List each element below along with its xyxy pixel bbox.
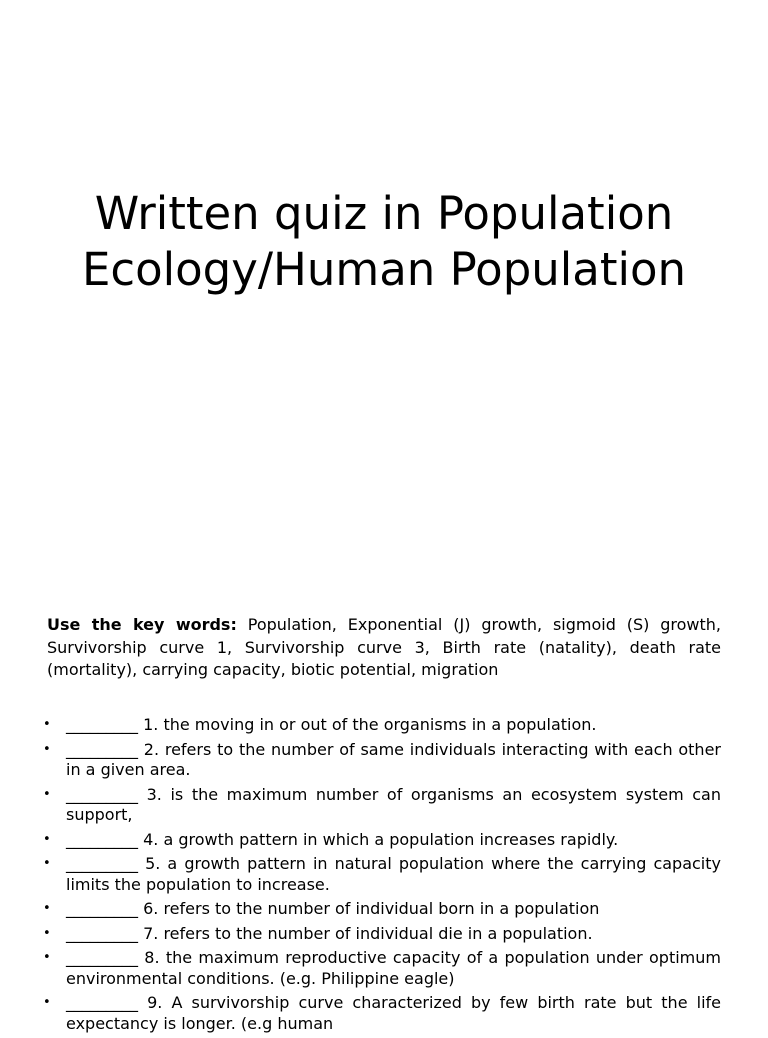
question-item-9 — [43, 993, 721, 1034]
slide-title — [0, 186, 768, 298]
question-text-9: _________ 9. A survivorship curve characterized by few birth rate but the life expectancy is longer. (e.g human — [66, 993, 721, 1033]
bullet-icon: • — [43, 786, 51, 802]
question-item-1 — [43, 715, 721, 736]
bullet-icon: • — [43, 901, 51, 916]
slide-title-line-1: Written quiz in Population — [94, 187, 674, 240]
question-text-5: _________ 5. a growth pattern in natural population where the carrying capacity limits the population to increase. — [66, 854, 721, 894]
question-text-7: _________ 7. refers to the number of individual die in a population. — [66, 923, 593, 943]
question-item-5 — [43, 854, 721, 895]
keyword-instructions — [47, 614, 721, 682]
question-item-6 — [43, 899, 721, 920]
question-item-2 — [43, 739, 721, 781]
question-text-6: _________ 6. refers to the number of individual born in a population — [66, 899, 600, 918]
question-text-3: _________ 3. is the maximum number of organisms an ecosystem system can support, — [66, 784, 721, 824]
question-text-4: _________ 4. a growth pattern in which a population increases rapidly. — [66, 829, 619, 849]
keyword-lead: Use the key words: — [47, 615, 237, 634]
question-list — [0, 715, 768, 1038]
question-text-1: _________ 1. the moving in or out of the organisms in a population. — [66, 715, 597, 734]
question-item-4 — [43, 829, 721, 851]
question-item-7 — [43, 923, 721, 945]
question-item-8 — [43, 948, 721, 989]
bullet-icon: • — [43, 925, 51, 941]
bullet-icon: • — [43, 995, 51, 1010]
question-item-3 — [43, 784, 721, 826]
bullet-icon: • — [43, 717, 51, 732]
question-text-2: _________ 2. refers to the number of same individuals interacting with each other in a given area. — [66, 739, 721, 779]
keyword-list: Population, Exponential (J) growth, sigmoid (S) growth, Survivorship curve 1, Survivorship curve 3, Birth rate (natality), death rate (mortality), carrying capacity, biotic potential, migration — [47, 615, 721, 679]
bullet-icon: • — [43, 856, 51, 871]
question-text-8: _________ 8. the maximum reproductive capacity of a population under optimum environmental conditions. (e.g. Philippine eagle) — [66, 948, 721, 988]
slide-title-line-2: Ecology/Human Population — [81, 243, 687, 296]
bullet-icon: • — [43, 741, 51, 757]
bullet-icon: • — [43, 950, 51, 965]
bullet-icon: • — [43, 831, 51, 847]
